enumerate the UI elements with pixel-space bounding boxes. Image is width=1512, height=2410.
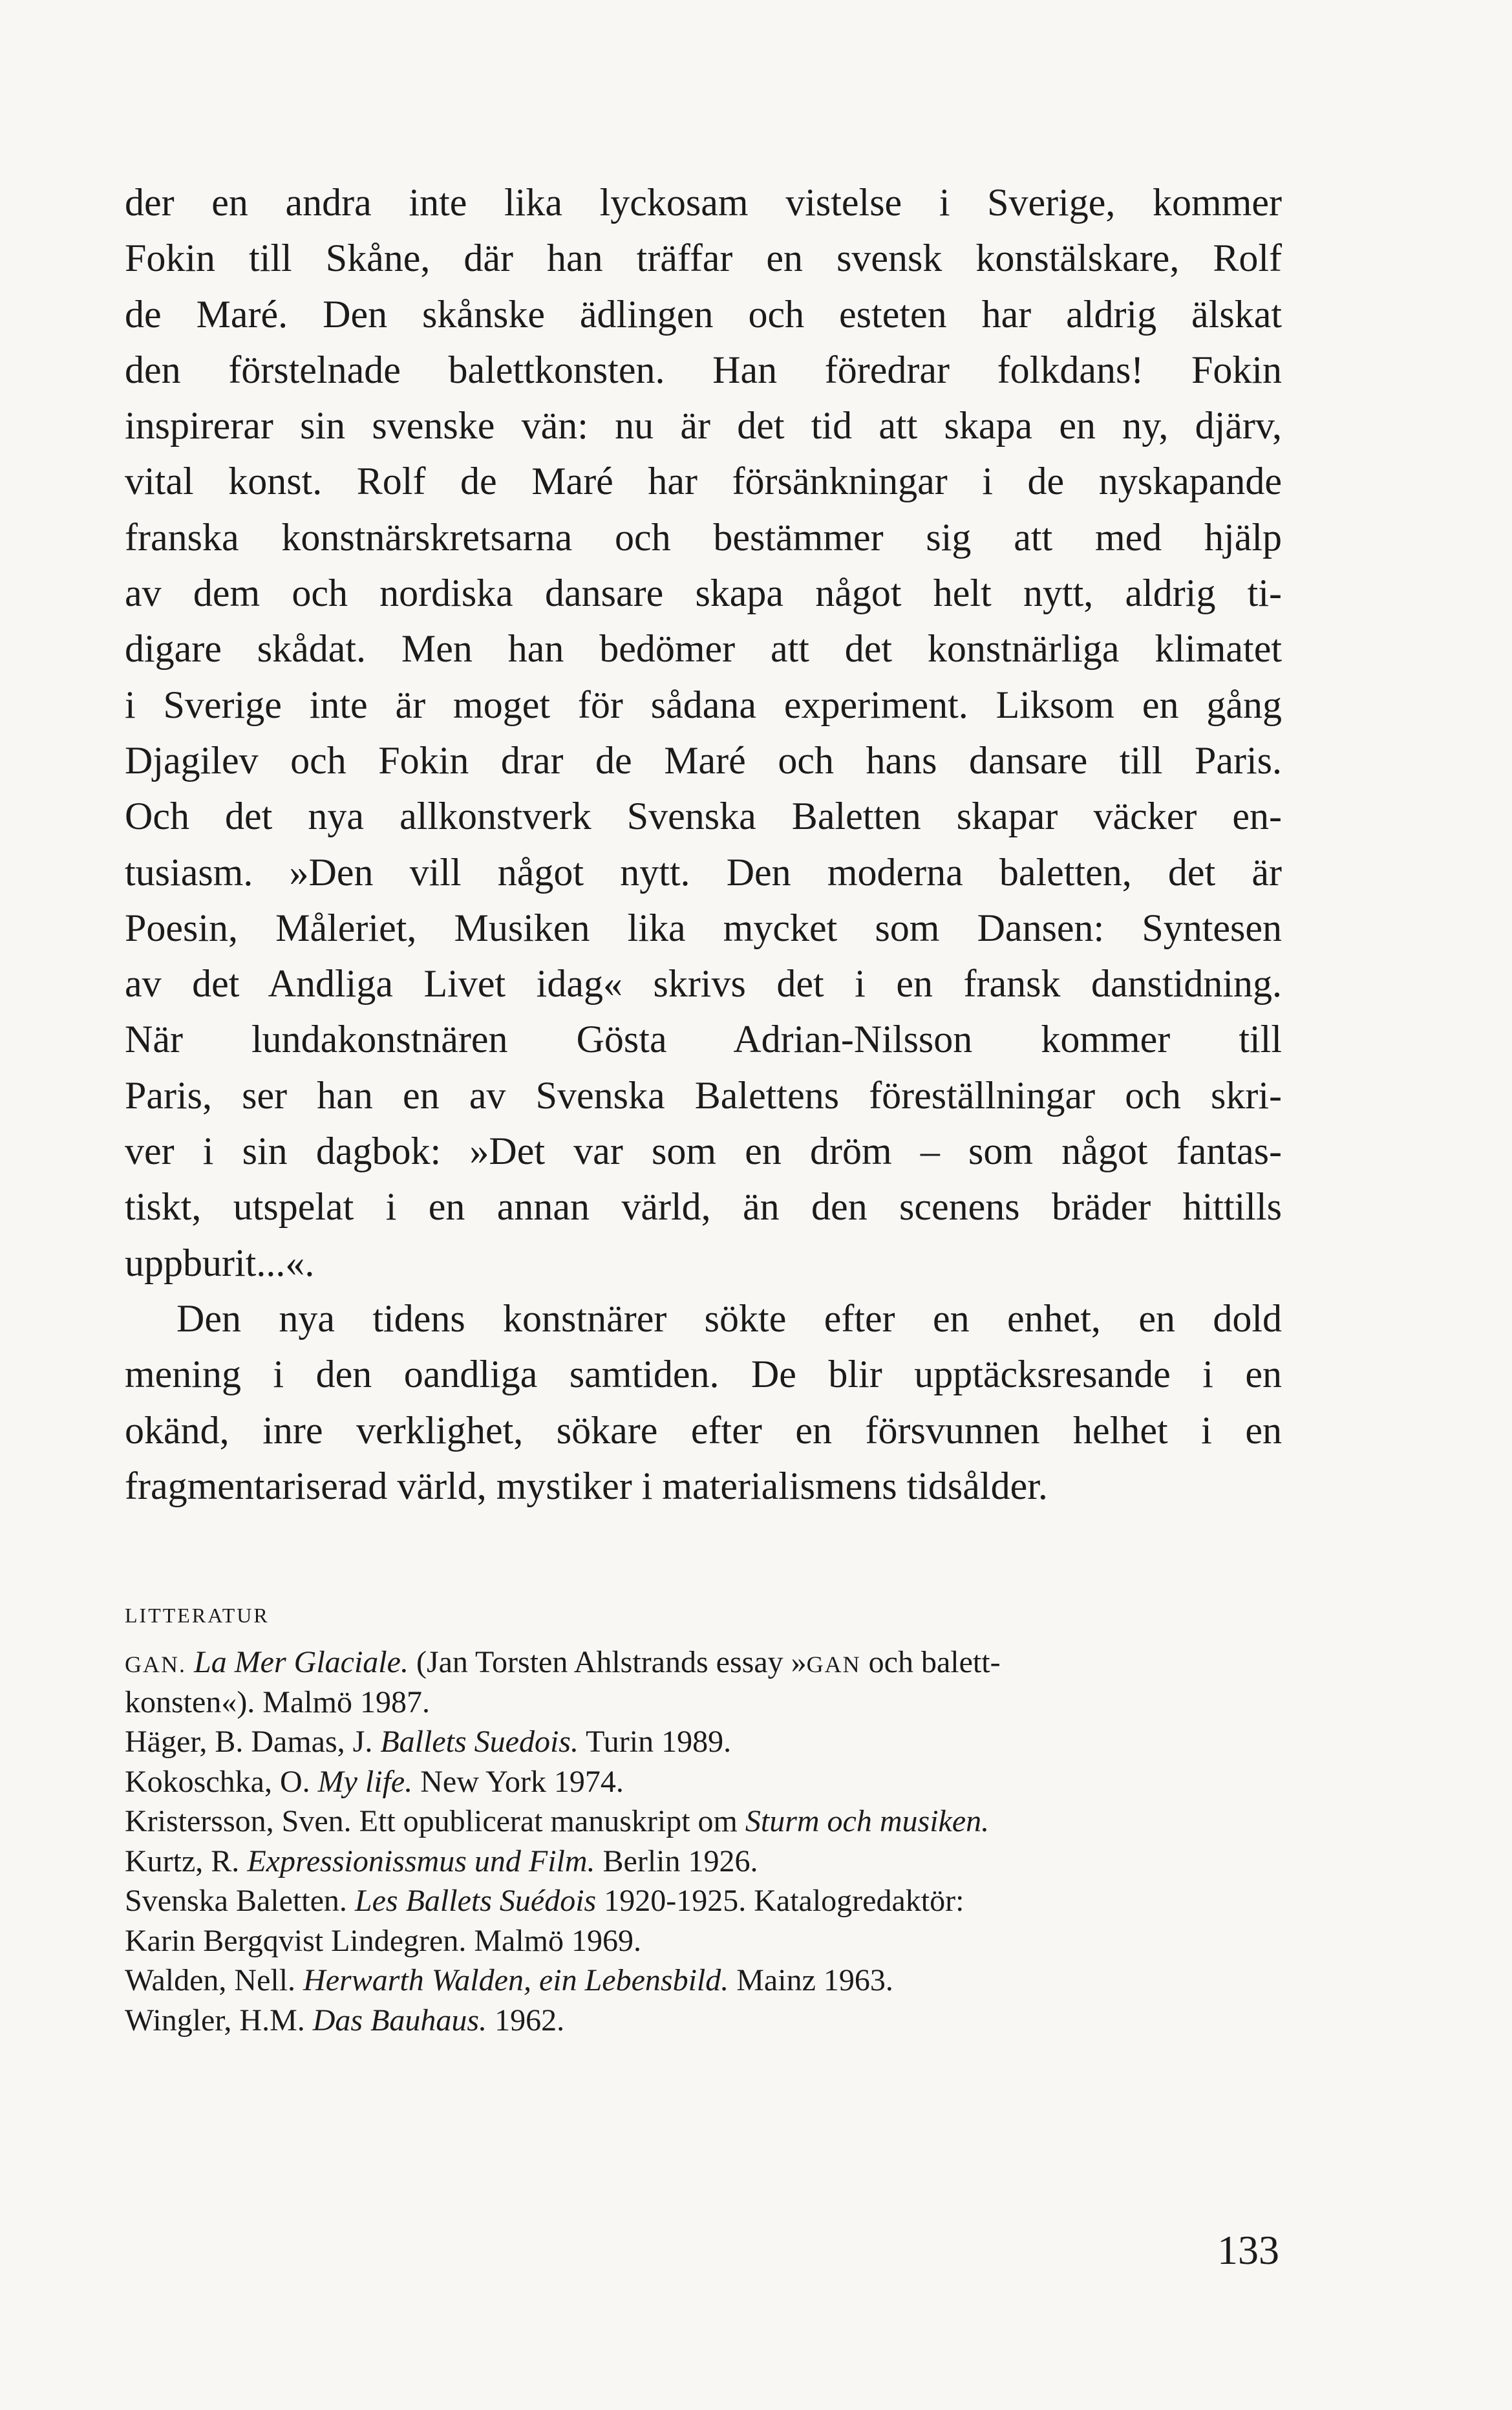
- reference-author: Wingler, H.M.: [125, 2003, 305, 2038]
- references-heading: LITTERATUR: [125, 1604, 270, 1627]
- reference-author: Häger, B. Damas, J.: [125, 1725, 373, 1759]
- reference-author: Kokoschka, O.: [125, 1764, 310, 1799]
- text-line: digare skådat. Men han bedömer att det konstnärliga klimatet: [125, 627, 1282, 671]
- reference-details: Berlin 1926.: [602, 1844, 758, 1878]
- reference-entry-continued: [125, 1921, 1288, 1961]
- text-line: Djagilev och Fokin drar de Maré och hans dansare till Paris.: [125, 738, 1282, 782]
- reference-details: och balett-: [860, 1645, 1001, 1679]
- reference-title: Das Bauhaus.: [312, 2003, 487, 2038]
- reference-author: Walden, Nell.: [125, 1963, 296, 1997]
- text-line: Paris, ser han en av Svenska Balettens föreställningar och skri-: [125, 1073, 1282, 1117]
- body-text: [125, 175, 1282, 1514]
- reference-title: My life.: [317, 1764, 413, 1799]
- reference-entry: [125, 1881, 1288, 1921]
- text-line: ver i sin dagbok: »Det var som en dröm – som något fantas-: [125, 1130, 1282, 1173]
- reference-author: Kristersson, Sven. Ett opublicerat manuskript om: [125, 1804, 738, 1838]
- reference-details: Mainz 1963.: [736, 1963, 893, 1997]
- text-line: vital konst. Rolf de Maré har försänkningar i de nyskapande: [125, 460, 1282, 503]
- text-line: okänd, inre verklighet, sökare efter en försvunnen helhet i en: [125, 1408, 1282, 1452]
- text-line: uppburit...«.: [125, 1241, 315, 1284]
- text-line: den förstelnade balettkonsten. Han föredrar folkdans! Fokin: [125, 348, 1282, 391]
- reference-details: Turin 1989.: [586, 1725, 732, 1759]
- text-line: av dem och nordiska dansare skapa något helt nytt, aldrig ti-: [125, 572, 1282, 615]
- text-line: Fokin till Skåne, där han träffar en svensk konstälskare, Rolf: [125, 237, 1282, 280]
- reference-title: Expressionissmus und Film.: [247, 1844, 595, 1878]
- text-line: Och det nya allkonstverk Svenska Baletten skapar väcker en-: [125, 795, 1282, 838]
- text-line: de Maré. Den skånske ädlingen och esteten har aldrig älskat: [125, 292, 1282, 336]
- reference-title: Ballets Suedois.: [380, 1725, 579, 1759]
- reference-entry: [125, 1642, 1288, 1683]
- reference-entry-continued: [125, 1683, 1288, 1723]
- page-number: 133: [1217, 2227, 1279, 2273]
- reference-details: New York 1974.: [420, 1764, 624, 1799]
- text-line: Den nya tidens konstnärer sökte efter en enhet, en dold: [176, 1296, 1282, 1340]
- text-line: der en andra inte lika lyckosam vistelse i Sverige, kommer: [125, 181, 1282, 224]
- text-line: fragmentariserad värld, mystiker i materialismens tidsålder.: [125, 1464, 1048, 1507]
- reference-entry: [125, 1762, 1288, 1802]
- text-line: av det Andliga Livet idag« skrivs det i en fransk danstidning.: [125, 962, 1282, 1006]
- text-line: tiskt, utspelat i en annan värld, än den scenens bräder hittills: [125, 1185, 1282, 1229]
- reference-details: GAN: [806, 1651, 861, 1677]
- reference-title: Herwarth Walden, ein Lebensbild.: [303, 1963, 729, 1997]
- reference-details: 1920-1925. Katalogredaktör:: [604, 1884, 964, 1918]
- text-line: tusiasm. »Den vill något nytt. Den moderna baletten, det är: [125, 850, 1282, 894]
- references-section: [125, 1597, 1288, 2040]
- reference-entry: [125, 1802, 1288, 1842]
- text-line: Poesin, Måleriet, Musiken lika mycket som Dansen: Syntesen: [125, 906, 1282, 949]
- reference-title: Les Ballets Suédois: [354, 1884, 597, 1918]
- reference-entry: [125, 1842, 1288, 1882]
- text-line: mening i den oandliga samtiden. De blir upptäcksresande i en: [125, 1353, 1282, 1396]
- text-line: inspirerar sin svenske vän: nu är det tid att skapa en ny, djärv,: [125, 404, 1282, 447]
- text-line: franska konstnärskretsarna och bestämmer sig att med hjälp: [125, 515, 1282, 559]
- reference-details: 1962.: [495, 2003, 565, 2038]
- text-line: När lundakonstnären Gösta Adrian-Nilsson kommer till: [125, 1018, 1282, 1061]
- reference-title: Sturm och musiken.: [745, 1804, 990, 1838]
- text-line: i Sverige inte är moget för sådana experiment. Liksom en gång: [125, 683, 1282, 726]
- reference-author: Kurtz, R.: [125, 1844, 240, 1878]
- reference-title: La Mer Glaciale.: [194, 1645, 409, 1679]
- reference-entry: [125, 2001, 1288, 2041]
- reference-author: Svenska Baletten.: [125, 1884, 347, 1918]
- reference-entry: [125, 1961, 1288, 2001]
- reference-details: (Jan Torsten Ahlstrands essay »: [416, 1645, 807, 1679]
- reference-details: konsten«). Malmö 1987.: [125, 1684, 430, 1719]
- reference-author: GAN.: [125, 1651, 186, 1677]
- reference-details: Karin Bergqvist Lindegren. Malmö 1969.: [125, 1923, 641, 1958]
- reference-entry: [125, 1722, 1288, 1762]
